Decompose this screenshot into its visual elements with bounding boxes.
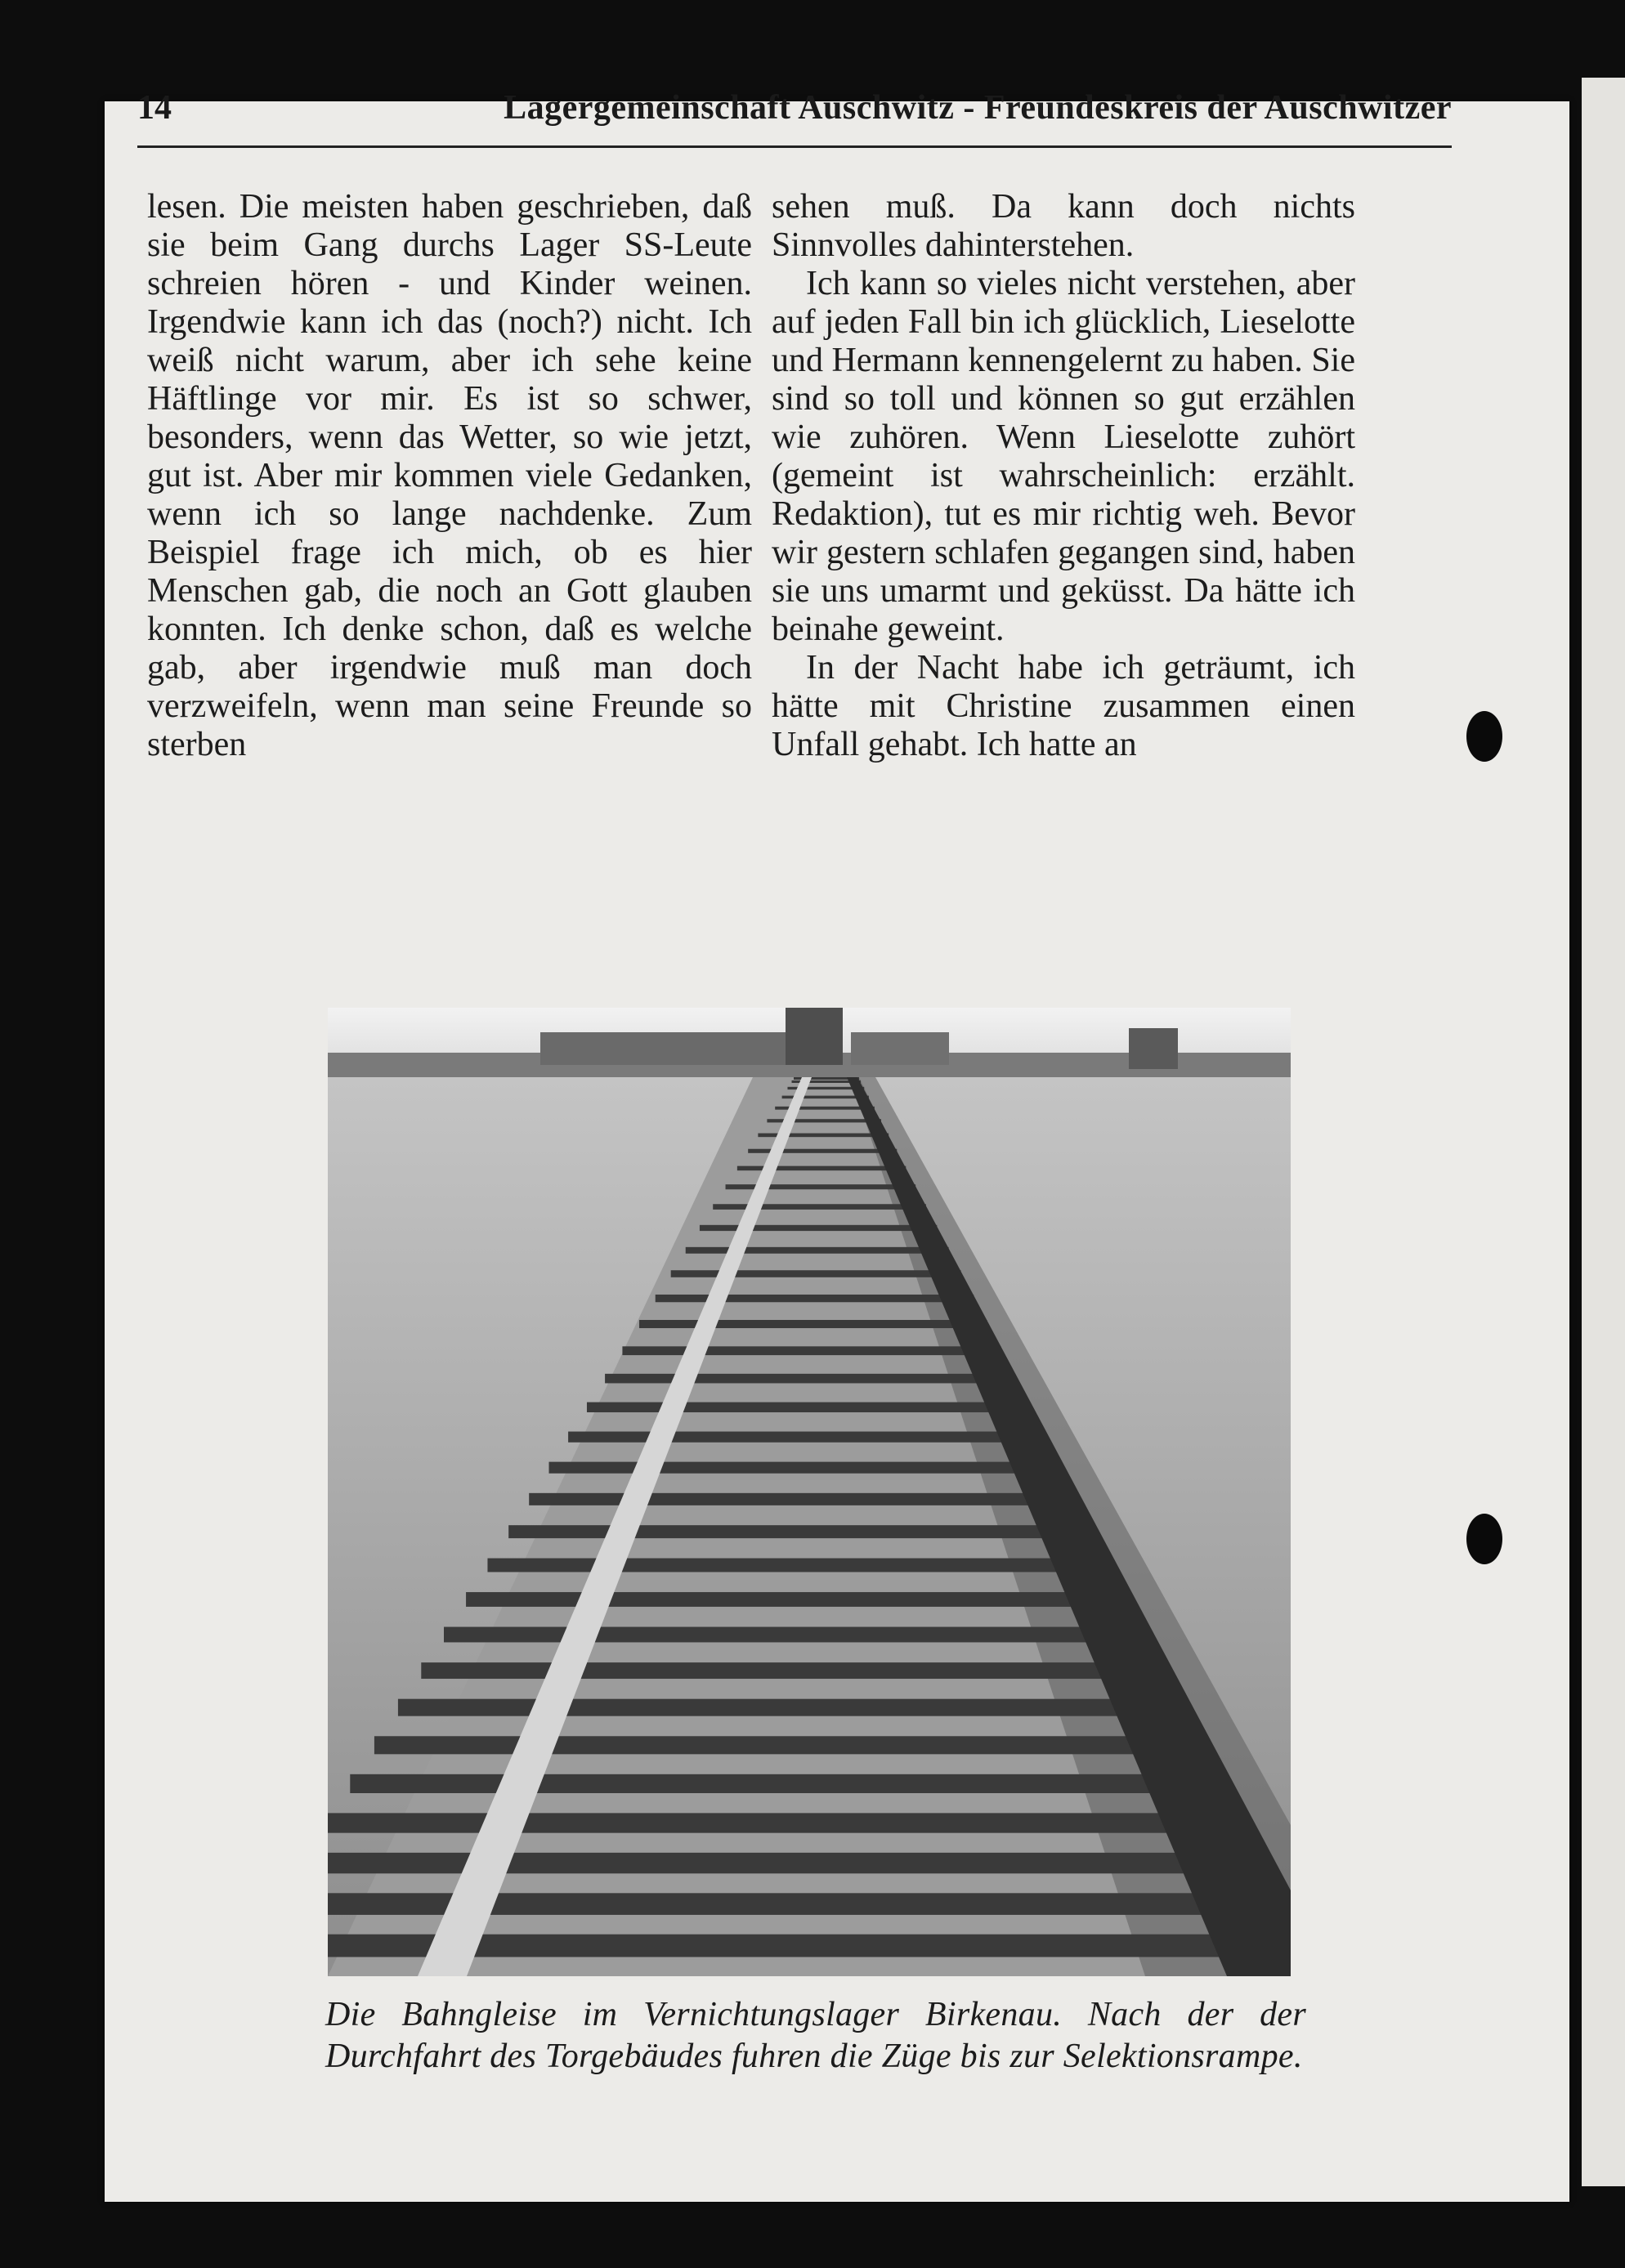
page-header [137, 82, 1452, 131]
running-title: Lagergemeinschaft Auschwitz - Freundeskreis der Auschwitzer [504, 89, 1452, 127]
paragraph: Ich kann so vieles nicht verstehen, aber auf jeden Fall bin ich glücklich, Lieselotte und Hermann kennengelernt zu haben. Sie sind so toll und können so gut erzählen wie zuhören. Wenn Lieselotte zuhört (gemeint ist wahrscheinlich: erzählt. Redaktion), tut es mir richtig weh. Bevor wir gestern schlafen gegangen sind, haben sie uns umarmt und geküsst. Da hätte ich beinahe geweint. [772, 265, 1355, 648]
railway-sleeper [622, 1346, 1001, 1355]
binder-hole [1466, 711, 1502, 762]
binder-hole [1466, 1514, 1502, 1564]
railway-tracks-illustration [328, 1008, 1291, 1976]
railway-sleeper [713, 1204, 926, 1210]
railway-sleeper [656, 1295, 974, 1302]
railway-sleeper [726, 1184, 916, 1189]
railway-sleeper [508, 1525, 1095, 1538]
railway-sleeper [350, 1774, 1226, 1793]
adjacent-page-edge [1582, 78, 1625, 2186]
railway-sleeper [587, 1402, 1031, 1412]
railway-sleeper [700, 1225, 937, 1231]
page-number: 14 [137, 89, 172, 127]
railway-sleeper [466, 1592, 1130, 1607]
paragraph: sehen muß. Da kann doch nichts Sinnvolles dahinterstehen. [772, 188, 1355, 264]
text-column-right [772, 188, 1355, 764]
railway-sleeper [671, 1270, 961, 1277]
railway-sleeper [639, 1320, 987, 1328]
railway-sleeper [374, 1736, 1206, 1754]
railway-sleeper [549, 1462, 1063, 1474]
paragraph: lesen. Die meisten haben geschrieben, daß sie beim Gang durchs Lager SS-Leute schreien hören - und Kinder weinen. Irgendwie kann ich das (noch?) nicht. Ich weiß nicht warum, aber ich sehe keine Häftlinge vor mir. Es ist so schwer, besonders, wenn das Wetter, so wie jetzt, gut ist. Aber mir kommen viele Gedanken, wenn ich so lange nachdenke. Zum Beispiel frage ich mich, ob es hier Menschen gab, die noch an Gott glauben konnten. Ich denke schon, daß es welche gab, aber irgendwie muß man doch verzweifeln, wenn man seine Freunde so sterben [147, 188, 752, 763]
header-rule [137, 145, 1452, 148]
text-column-left [147, 188, 752, 764]
railway-sleeper [605, 1374, 1015, 1384]
railway-sleeper [568, 1432, 1045, 1443]
railway-sleeper [398, 1699, 1187, 1716]
railway-sleeper [444, 1627, 1149, 1643]
railway-sleeper [529, 1493, 1078, 1505]
railway-sleeper [328, 1813, 1247, 1832]
railway-sleeper [421, 1662, 1167, 1679]
paragraph: In der Nacht habe ich geträumt, ich hätte mit Christine zusammen einen Unfall gehabt. Ich hatte an [772, 649, 1355, 763]
photo-caption: Die Bahngleise im Vernichtungslager Birkenau. Nach der der Durchfahrt des Torgebäudes fuhren die Züge bis zur Selektionsrampe. [325, 1996, 1306, 2075]
railway-sleeper [686, 1247, 949, 1254]
railway-sleeper [487, 1559, 1112, 1572]
railway-tracks-photo [328, 1008, 1291, 1976]
